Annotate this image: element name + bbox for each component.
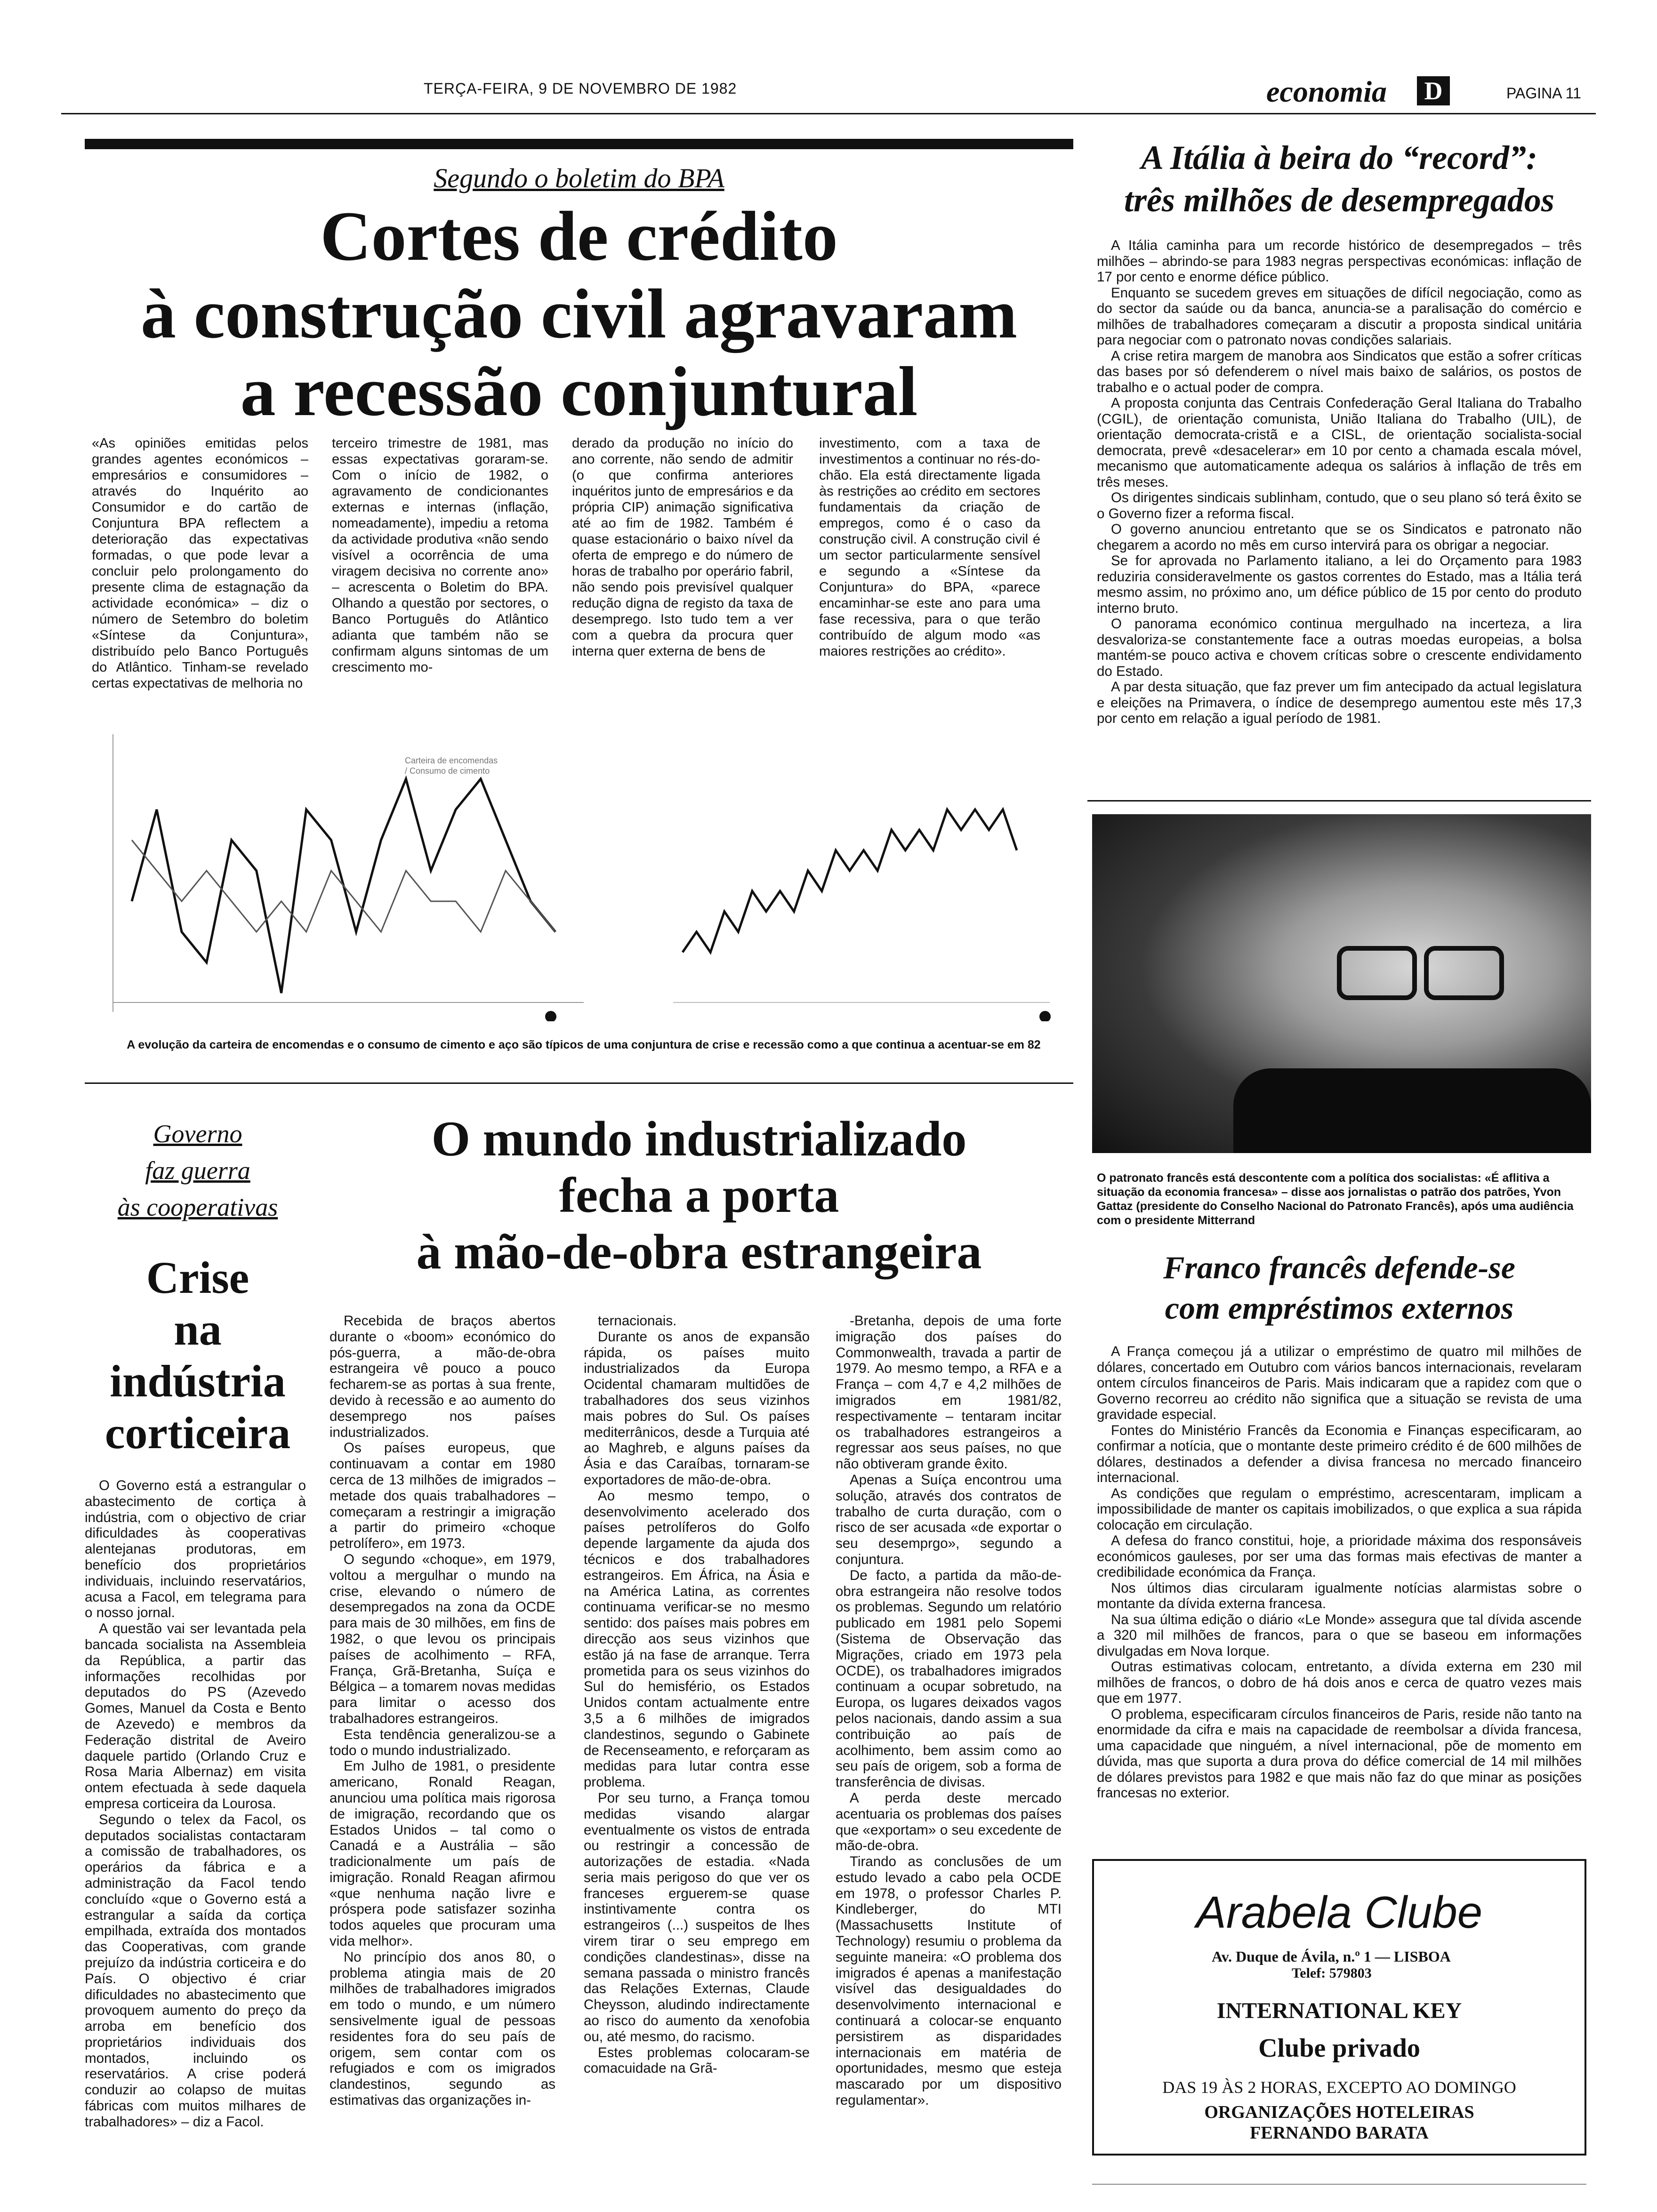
newspaper-logo: D xyxy=(1417,76,1450,105)
paragraph: Em Julho de 1981, o presidente americano, Ronald Reagan, anunciou uma política mais rigorosa de imigração, recordando que os Estados Unidos – tal como o Canadá e a Austrália – são tradicionalmente um país de imigração. Ronald Reagan afirmou «que nenhuma nação livre e próspera pode satisfazer sozinha todos aqueles que procuram uma vida melhor». xyxy=(330,1758,555,1949)
photo-glasses-left xyxy=(1337,946,1417,1000)
kicker-line: Governo xyxy=(153,1120,242,1148)
chart-series-line xyxy=(132,840,555,932)
paragraph: Recebida de braços abertos durante o «boom» económico do pós-guerra, a mão-de-obra estrangeira vê pouco a pouco fecharem-se as portas à sua frente, devido à recessão e ao aumento do desemprego nos países industrializados. xyxy=(330,1313,555,1440)
headline-line: Franco francês defende-se xyxy=(1163,1250,1515,1285)
franco-body xyxy=(1097,1344,1582,1801)
headline-line: corticeira xyxy=(105,1408,291,1458)
article1-col3: derado da produção no início do ano corrente, não sendo de admitir (o que confirma anteriores inquéritos junto de empresários e da própria CIP) animação significativa até ao fim de 1982. Também é quase estacionário o baixo nível da oferta de emprego e do número de horas de trabalho por operário fabril, não sendo pois previsível qualquer redução digna de registo da taxa de desemprego. Isto tudo tem a ver com a quebra da procura quer interna quer externa de bens de xyxy=(572,436,793,659)
headline-line: Crise xyxy=(146,1252,249,1303)
franco-headline xyxy=(1087,1247,1591,1328)
paragraph: O Governo está a estrangular o abastecimento de cortiça à indústria, com o objectivo de criar dificuldades às cooperativas alentejanas produtoras, em benefício dos proprietários individuais, incluindo reservatários, acusa a Facol, em telegrama para o nosso jornal. xyxy=(85,1478,306,1621)
italy-body xyxy=(1097,238,1582,727)
mundo-col2 xyxy=(584,1313,810,2076)
cortica-body xyxy=(85,1478,306,2130)
ad-club-name: Arabela Clube xyxy=(1196,1887,1483,1938)
paragraph: A França começou já a utilizar o empréstimo de quatro mil milhões de dólares, concertado em Outubro com vários bancos internacionais, revelaram ontem círculos financeiros de Paris. Mais indicaram que a rapidez com que o Governo recorreu ao crédito não significa que a situação se revista de uma gravidade especial. xyxy=(1097,1344,1582,1422)
paragraph: Por seu turno, a França tomou medidas visando alargar eventualmente os vistos de entrada ou restringir a concessão de autorizações de estadia. «Nada seria mais perigoso do que ver os franceses erguerem-se quase instintivamente contra os estrangeiros (...) suspeitos de lhes virem tirar o seu emprego em condições clandestinas», disse na semana passada o ministro francês das Relações Externas, Claude Cheysson, aludindo indirectamente ao risco do aumento da xenofobia ou, até mesmo, do racismo. xyxy=(584,1790,810,2044)
paragraph: Apenas a Suíça encontrou uma solução, através dos contratos de trabalho de curta duração, com o risco de ser acusada «de exportar o seu desemprgo», segundo a conjuntura. xyxy=(836,1472,1062,1567)
article1-top-bar xyxy=(85,139,1073,149)
article1-col4: investimento, com a taxa de investimentos a continuar no rés-do-chão. Ela está directamente ligada às restrições ao crédito em sectores fundamentais da criação de empregos, como é o caso da construção civil. A construção civil é um sector particularmente sensível e segundo a «Síntese da Conjuntura» do BPA, «parece encaminhar-se este ano para uma fase recessiva, para o que terão contribuído de algum modo «as maiores restrições ao crédito». xyxy=(819,436,1040,659)
ad-line2: Clube privado xyxy=(1258,2034,1420,2063)
chart-caption: A evolução da carteira de encomendas e o consumo de cimento e aço são típicos de uma conjuntura de crise e recessão como a que continua a acentuar-se em 82 xyxy=(127,1038,1041,1051)
paragraph: Ao mesmo tempo, o desenvolvimento acelerado dos países petrolíferos do Golfo depende largamente da ajuda dos técnicos e dos trabalhadores estrangeiros. Em África, na Ásia e na América Latina, as correntes continuama verificar-se no mesmo sentido: dos países mais pobres em direcção aos seus vizinhos que estão já na fase de arranque. Terra prometida para os seus vizinhos do Sul do hemisfério, os Estados Unidos contam actualmente entre 3,5 a 6 milhões de imigrados clandestinos, segundo o Gabinete de Recenseamento, e reforçaram as medidas para lutar contra esse problema. xyxy=(584,1488,810,1790)
paragraph: A crise retira margem de manobra aos Sindicatos que estão a sofrer críticas das bases por só defenderem o nível mais baixo de salários, os postos de trabalho e o actual poder de compra. xyxy=(1097,348,1582,395)
article1-headline xyxy=(85,198,1073,431)
headline-line: três milhões de desempregados xyxy=(1124,181,1554,219)
mundo-col3 xyxy=(836,1313,1062,2108)
mundo-col1 xyxy=(330,1313,555,2108)
photo-suit xyxy=(1233,1068,1591,1153)
paragraph: No princípio dos anos 80, o problema atingia mais de 20 milhões de trabalhadores imigrados em todo o mundo, e um número sensivelmente igual de pessoas residentes fora do seu país de origem, sem contar com os refugiados e com os imigrados clandestinos, segundo as estimativas das organizações in- xyxy=(330,1949,555,2108)
headline-line: Cortes de crédito xyxy=(320,197,838,275)
italy-headline xyxy=(1087,136,1591,221)
paragraph: As condições que regulam o empréstimo, acrescentaram, implicam a impossibilidade de manter os capitais imobilizados, o que explica a sua rápida colocação em circulação. xyxy=(1097,1485,1582,1533)
chart-area xyxy=(85,729,1073,1021)
paragraph: Segundo o telex da Facol, os deputados socialistas contactaram a comissão de trabalhadores, os operários da fábrica e a administração da Facol tendo concluído «que o Governo está a estrangular a saída da cortiça empilhada, extraída dos montados das Cooperativas, com grande prejuízo da indústria corticeira e do País. O objectivo é criar dificuldades no abastecimento que provoquem aumento do preço da arroba em benefício dos proprietários individuais dos montados, incluindo os reservatários. A crise poderá conduzir ao colapso de muitas fábricas com muitos milhares de trabalhadores» – diz a Facol. xyxy=(85,1811,306,2130)
paragraph: ternacionais. xyxy=(598,1313,677,1329)
headline-line: à construção civil agravaram xyxy=(140,275,1018,353)
headline-line: à mão-de-obra estrangeira xyxy=(416,1224,982,1279)
ad-hours: DAS 19 ÀS 2 HORAS, EXCEPTO AO DOMINGO xyxy=(1162,2078,1516,2097)
paragraph: Durante os anos de expansão rápida, os países muito industrializados da Europa Ocidental chamaram multidões de trabalhadores dos seus vizinhos mais pobres do Sul. Os países mediterrânicos, desde a Turquia até ao Maghreb, e alguns países da Ásia e das Caraíbas, tornaram-se exportadores de mão-de-obra. xyxy=(584,1329,810,1488)
portrait-photo xyxy=(1092,814,1591,1153)
masthead-date: TERÇA-FEIRA, 9 DE NOVEMBRO DE 1982 xyxy=(424,80,737,97)
headline-line: a recessão conjuntural xyxy=(240,353,918,431)
paragraph: A perda deste mercado acentuaria os problemas dos países que «exportam» o seu excedente de mão-de-obra. xyxy=(836,1790,1062,1854)
paragraph: A par desta situação, que faz prever um fim antecipado da actual legislatura e eleições na Primavera, o índice de desemprego aumentou este mês 17,3 por cento em relação a igual período de 1981. xyxy=(1097,679,1582,726)
paragraph: O segundo «choque», em 1979, voltou a mergulhar o mundo na crise, elevando o número de desempregados na zona da OCDE para mais de 30 milhões, em fins de 1982, o que levou os principais países de acolhimento – RFA, França, Grã-Bretanha, Suíça e Bélgica – a tomarem novas medidas para limitar o acesso dos trabalhadores estrangeiros. xyxy=(330,1551,555,1726)
chart-right-line xyxy=(683,809,1017,952)
paragraph: Na sua última edição o diário «Le Monde» assegura que tal dívida ascende a 320 mil milhões de francos, para o que se baseou em informações divulgadas em Nova Iorque. xyxy=(1097,1611,1582,1659)
cortica-kicker xyxy=(85,1115,311,1226)
headline-line: fecha a porta xyxy=(559,1168,839,1223)
chart-left-lines xyxy=(132,779,555,993)
cortica-headline xyxy=(85,1252,311,1459)
chart-series-line xyxy=(683,809,1017,952)
paragraph: A proposta conjunta das Centrais Confederação Geral Italiana do Trabalho (CGIL), de orientação comunista, União Italiana do Trabalho (UIL), de orientação democrata-cristã e a CISL, de orientação socialista-social democrata, prevê «desacelerar» em 10 por cento a chamada escala móvel, mecanismo que automaticamente adequa os salários à inflação de três em três meses. xyxy=(1097,395,1582,490)
paragraph: Tirando as conclusões de um estudo levado a cabo pela OCDE em 1978, o professor Charles P. Kindleberger, do MTI (Massachusetts Institute of Technology) resumiu o problema da seguinte maneira: «O problema dos imigrados é apenas a manifestação visível das desigualdades do desenvolvimento internacional e continuará a colocar-se enquanto persistirem as disparidades internacionais em matéria de oportunidades, mesmo que esteja mascarado por um dispositivo regulamentar». xyxy=(836,1854,1062,2108)
italy-bottom-rule xyxy=(1087,800,1591,801)
chart-marker xyxy=(545,1011,556,1021)
section-name: economia xyxy=(1266,75,1387,108)
ad-org2: FERNANDO BARATA xyxy=(1250,2123,1429,2143)
paragraph: Estes problemas colocaram-se comacuidade na Grã- xyxy=(584,2044,810,2076)
masthead-rule xyxy=(61,113,1596,114)
photo-glasses-right xyxy=(1424,946,1504,1000)
article1-col1: «As opiniões emitidas pelos grandes agentes económicos – empresários e consumidores – através do Inquérito ao Consumidor e do cartão de Conjuntura BPA reflectem a deterioração das expectativas formadas, o que pode levar a concluir pelo prolongamento do presente clima de estagnação da actividade económica» – diz o número de Setembro do boletim «Síntese da Conjuntura», distribuído pelo Banco Português do Atlântico. Tinham-se revelado certas expectativas de melhoria no xyxy=(92,436,308,691)
paragraph: O governo anunciou entretanto que se os Sindicatos e patronato não chegarem a acordo no mês em curso intervirá para os obrigar a negociar. xyxy=(1097,521,1582,553)
kicker-line: às cooperativas xyxy=(117,1193,278,1221)
paragraph: A questão vai ser levantada pela bancada socialista na Assembleia da República, a partir das informações recolhidas por deputados do PS (Azevedo Gomes, Manuel da Costa e Bento de Azevedo) e membros da Federação distrital de Aveiro daquele partido (Orlando Cruz e Rosa Maria Albernaz) em visita ontem efectuada à sede daquela empresa corticeira da Lourosa. xyxy=(85,1621,306,1811)
headline-line: O mundo industrializado xyxy=(431,1111,967,1166)
paragraph: O problema, especificaram círculos financeiros de Paris, reside não tanto na enormidade da cifra e mais na capacidade de reembolsar a dívida francesa, uma capacidade que ninguém, a nível internacional, põe de momento em dúvida, mas que suporta a dura prova do défice comercial de 14 mil milhões de dólares previstos para 1982 e que mais não faz do que minar as posições francesas no exterior. xyxy=(1097,1706,1582,1801)
paragraph: Se for aprovada no Parlamento italiano, a lei do Orçamento para 1983 reduziria consideravelmente os gastos correntes do Estado, mas a Itália terá mesmo assim, no próximo ano, um défice público de 15 por cento do produto interno bruto. xyxy=(1097,553,1582,616)
article1-kicker: Segundo o boletim do BPA xyxy=(434,163,724,193)
paragraph: Os dirigentes sindicais sublinham, contudo, que o seu plano só terá êxito se o Governo fizer a reforma fiscal. xyxy=(1097,490,1582,521)
chart-left-legend: Carteira de encomendas / Consumo de cimento xyxy=(405,756,498,776)
headline-line: indústria xyxy=(110,1356,286,1406)
mundo-headline xyxy=(325,1111,1073,1280)
headline-line: na xyxy=(174,1304,222,1354)
page-bottom-rule xyxy=(1092,2184,1586,2185)
article1-col2: terceiro trimestre de 1981, mas essas expectativas goraram-se. Com o início de 1982, o agravamento de condicionantes externas e internas (inflação, nomeadamente), impediu a retoma da actividade produtiva «não sendo visível a ocorrência de uma viragem decisiva no corrente ano» – acrescenta o Boletim do BPA. Olhando a questão por sectores, o Banco Português do Atlântico adianta que também não se confirmam alguns sintomas de um crescimento mo- xyxy=(332,436,548,675)
paragraph: Enquanto se sucedem greves em situações de difícil negociação, como as do sector da saúde ou da banca, anuncia-se a paralisação do comércio e milhões de trabalhadores começaram a discutir a proposta sindical unitária para negociar com o patronato novas condições salariais. xyxy=(1097,285,1582,348)
paragraph: De facto, a partida da mão-de-obra estrangeira não resolve todos os problemas. Segundo um relatório publicado em 1981 pelo Sopemi (Sistema de Observação das Migrações, criado em 1973 pela OCDE), os trabalhadores imigrados continuam a ocupar sobretudo, na Europa, os lugares deixados vagos pelos nacionais, dando assim a sua contribuição ao país de acolhimento, bem assim como ao seu país de origem, sob a forma de transferência de divisas. xyxy=(836,1567,1062,1790)
ad-address: Av. Duque de Ávila, n.º 1 — LISBOA xyxy=(1212,1948,1451,1965)
headline-line: A Itália à beira do “record”: xyxy=(1141,139,1537,176)
article1-bottom-rule xyxy=(85,1082,1073,1084)
paragraph: Esta tendência generalizou-se a todo o mundo industrializado. xyxy=(330,1726,555,1758)
page-number: PAGINA 11 xyxy=(1506,85,1581,102)
kicker-line: faz guerra xyxy=(145,1156,250,1185)
paragraph: Fontes do Ministério Francês da Economia e Finanças especificaram, ao confirmar a notícia, que o montante deste primeiro crédito é de 600 milhões de dólares, destinados a defender a divisa francesa no mercado financeiro internacional. xyxy=(1097,1422,1582,1485)
chart-marker xyxy=(1039,1011,1051,1021)
paragraph: -Bretanha, depois de uma forte imigração dos países do Commonwealth, travada a partir de 1979. Ao mesmo tempo, a RFA e a França – com 4,7 e 4,2 milhões de imigrados em 1981/82, respectivamente – tentaram incitar os trabalhadores estrangeiros a regressar aos seus países, no que não obtiveram grande êxito. xyxy=(836,1313,1062,1472)
paragraph: Os países europeus, que continuavam a contar em 1980 cerca de 13 milhões de imigrados – metade dos quais trabalhadores – começaram a restringir a imigração a partir do primeiro «choque petrolífero», em 1973. xyxy=(330,1440,555,1552)
headline-line: com empréstimos externos xyxy=(1165,1290,1514,1326)
paragraph: A Itália caminha para um recorde histórico de desempregados – três milhões – abrindo-se para 1983 negras perspectivas económicas: inflação de 17 por cento e enorme défice público. xyxy=(1097,238,1582,285)
ad-phone: Telef: 579803 xyxy=(1292,1965,1372,1981)
paragraph: O panorama económico continua mergulhado na incerteza, a lira desvaloriza-se constantemente face a outras moedas europeias, a bolsa mantém-se pouco activa e chovem críticas sobre o crescente endividamento do Estado. xyxy=(1097,616,1582,679)
arabela-ad xyxy=(1092,1859,1586,2156)
paragraph: Outras estimativas colocam, entretanto, a dívida externa em 230 mil milhões de francos, o dobro de há dois anos e cerca de quatro vezes mais que em 1977. xyxy=(1097,1659,1582,1706)
paragraph: A defesa do franco constitui, hoje, a prioridade máxima dos responsáveis económicos gauleses, por ser uma das formas mais efectivas de manter a credibilidade económica da França. xyxy=(1097,1533,1582,1580)
ad-line1: INTERNATIONAL KEY xyxy=(1216,1998,1462,2023)
photo-caption: O patronato francês está descontente com a política dos socialistas: «É aflitiva a situação da economia francesa» – disse aos jornalistas o patrão dos patrões, Yvon Gattaz (presidente do Conselho Nacional do Patronato Francês), após uma audiência com o presidente Mitterrand xyxy=(1097,1171,1574,1227)
paragraph: Nos últimos dias circularam igualmente notícias alarmistas sobre o montante da dívida externa francesa. xyxy=(1097,1580,1582,1611)
ad-org1: ORGANIZAÇÕES HOTELEIRAS xyxy=(1204,2102,1474,2122)
